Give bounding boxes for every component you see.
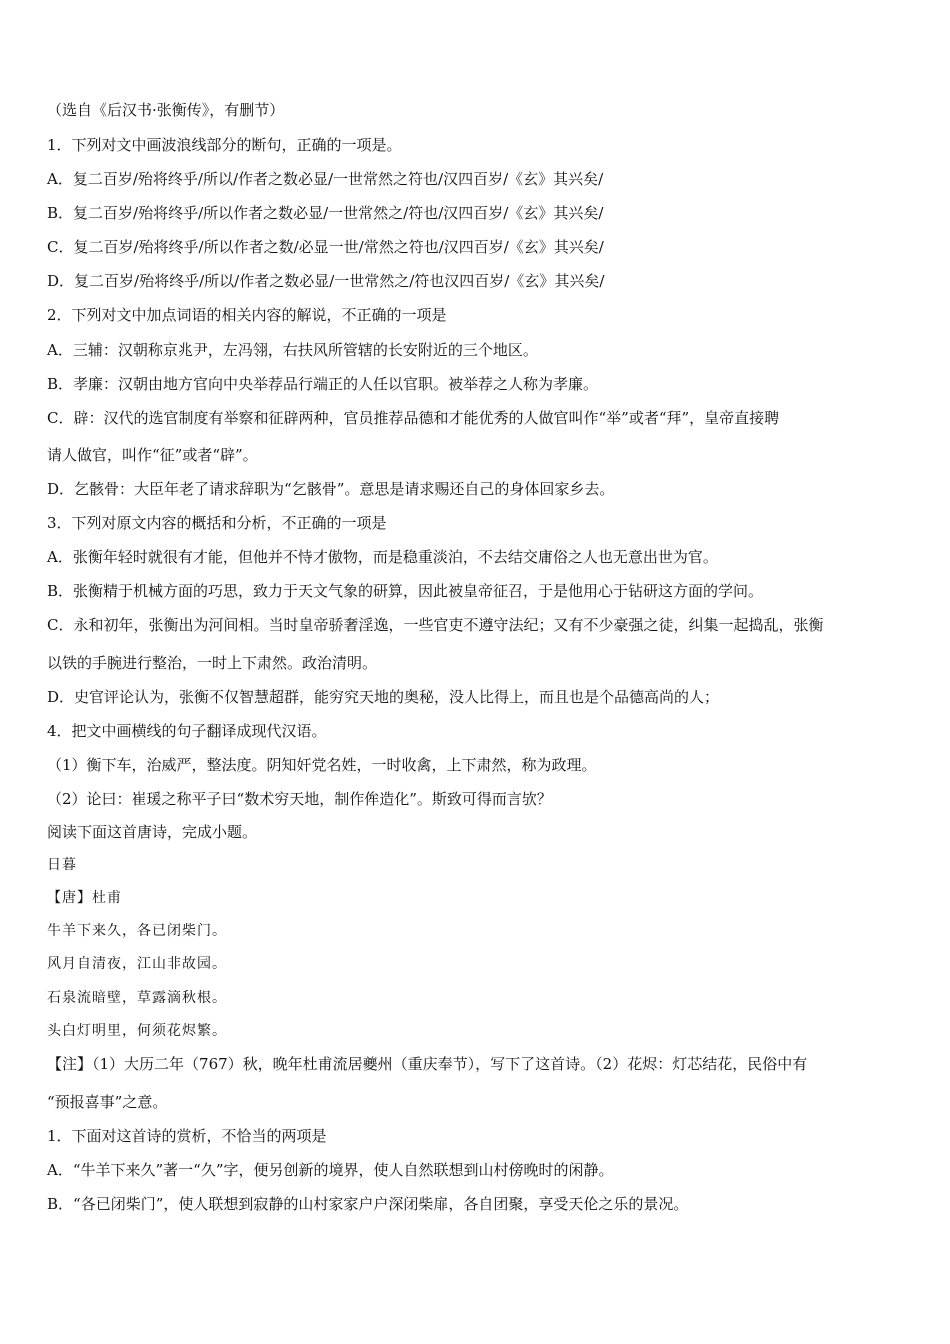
poem-line-1: 牛羊下来久，各已闭柴门。: [47, 923, 227, 939]
question-3-option-b: B．张衡精于机械方面的巧思，致力于天文气象的研算，因此被皇帝征召，于是他用心于钻研这方面的学问。: [47, 582, 764, 600]
question-2-option-c-line2: 请人做官，叫作“征”或者“辟”。: [47, 446, 258, 464]
question-3-stem: 3．下列对原文内容的概括和分析，不正确的一项是: [47, 514, 387, 532]
poem-line-4: 头白灯明里，何须花烬繁。: [47, 1023, 227, 1039]
question-2-option-a: A．三辅：汉朝称京兆尹，左冯翎，右扶风所管辖的长安附近的三个地区。: [47, 341, 538, 359]
question-3-option-d: D．史官评论认为，张衡不仅智慧超群，能穷究天地的奥秘，没人比得上，而且也是个品德高尚的人；: [47, 688, 720, 706]
question-1-option-d: D．复二百岁/殆将终乎/所以/作者之数必显/一世常然之/符也汉四百岁/《玄》其兴矣/: [47, 272, 605, 290]
poem-author: 【唐】杜甫: [47, 890, 122, 906]
question-1-option-c: C．复二百岁/殆将终乎/所以作者之数/必显一世/常然之符也/汉四百岁/《玄》其兴矣/: [47, 238, 604, 256]
question-4-item-2: （2）论曰：崔瑗之称平子曰“数术穷天地，制作侔造化”。斯致可得而言欤？: [47, 790, 552, 808]
poem-title: 日暮: [47, 857, 77, 873]
poem-question-1-option-b: B．“各已闭柴门”，使人联想到寂静的山村家家户户深闭柴扉，各自团聚，享受天伦之乐的景况。: [47, 1195, 689, 1213]
question-4-stem: 4．把文中画横线的句子翻译成现代汉语。: [47, 722, 327, 740]
poem-question-1-stem: 1．下面对这首诗的赏析，不恰当的两项是: [47, 1127, 327, 1145]
question-2-option-c-line1: C．辟：汉代的选官制度有举察和征辟两种，官员推荐品德和才能优秀的人做官叫作“举”或者“拜”，皇帝直接聘: [47, 409, 780, 427]
question-1-stem: 1．下列对文中画波浪线部分的断句，正确的一项是。: [47, 136, 402, 154]
question-4-item-1: （1）衡下车，治威严，整法度。阴知奸党名姓，一时收禽，上下肃然，称为政理。: [47, 756, 597, 774]
reading-instruction: 阅读下面这首唐诗，完成小题。: [47, 823, 258, 841]
poem-question-1-option-a: A．“牛羊下来久”著一“久”字，便另创新的境界，使人自然联想到山村傍晚时的闲静。: [47, 1161, 614, 1179]
poem-line-2: 风月自清夜，江山非故园。: [47, 956, 227, 972]
annotation-line-1: 【注】（1）大历二年（767）秋，晚年杜甫流居夔州（重庆奉节），写下了这首诗。（2）花烬：灯芯结花，民俗中有: [47, 1055, 808, 1073]
question-3-option-c-line1: C．永和初年，张衡出为河间相。当时皇帝骄奢淫逸，一些官吏不遵守法纪；又有不少豪强之徒，纠集一起捣乱，张衡: [47, 616, 824, 634]
annotation-line-2: “预报喜事”之意。: [47, 1093, 168, 1111]
question-3-option-a: A．张衡年轻时就很有才能，但他并不恃才傲物，而是稳重淡泊，不去结交庸俗之人也无意出世为官。: [47, 548, 718, 566]
question-2-option-b: B．孝廉：汉朝由地方官向中央举荐品行端正的人任以官职。被举荐之人称为孝廉。: [47, 375, 599, 393]
question-3-option-c-line2: 以铁的手腕进行整治，一时上下肃然。政治清明。: [47, 654, 378, 672]
source-note: （选自《后汉书·张衡传》，有删节）: [47, 101, 285, 119]
poem-line-3: 石泉流暗壁，草露滴秋根。: [47, 990, 227, 1006]
question-2-option-d: D．乞骸骨：大臣年老了请求辞职为“乞骸骨”。意思是请求赐还自己的身体回家乡去。: [47, 480, 615, 498]
question-1-option-a: A．复二百岁/殆将终乎/所以/作者之数必显/一世常然之符也/汉四百岁/《玄》其兴矣/: [47, 170, 604, 188]
question-1-option-b: B．复二百岁/殆将终乎/所以作者之数必显/一世常然之/符也/汉四百岁/《玄》其兴矣/: [47, 204, 604, 222]
question-2-stem: 2．下列对文中加点词语的相关内容的解说，不正确的一项是: [47, 306, 447, 324]
